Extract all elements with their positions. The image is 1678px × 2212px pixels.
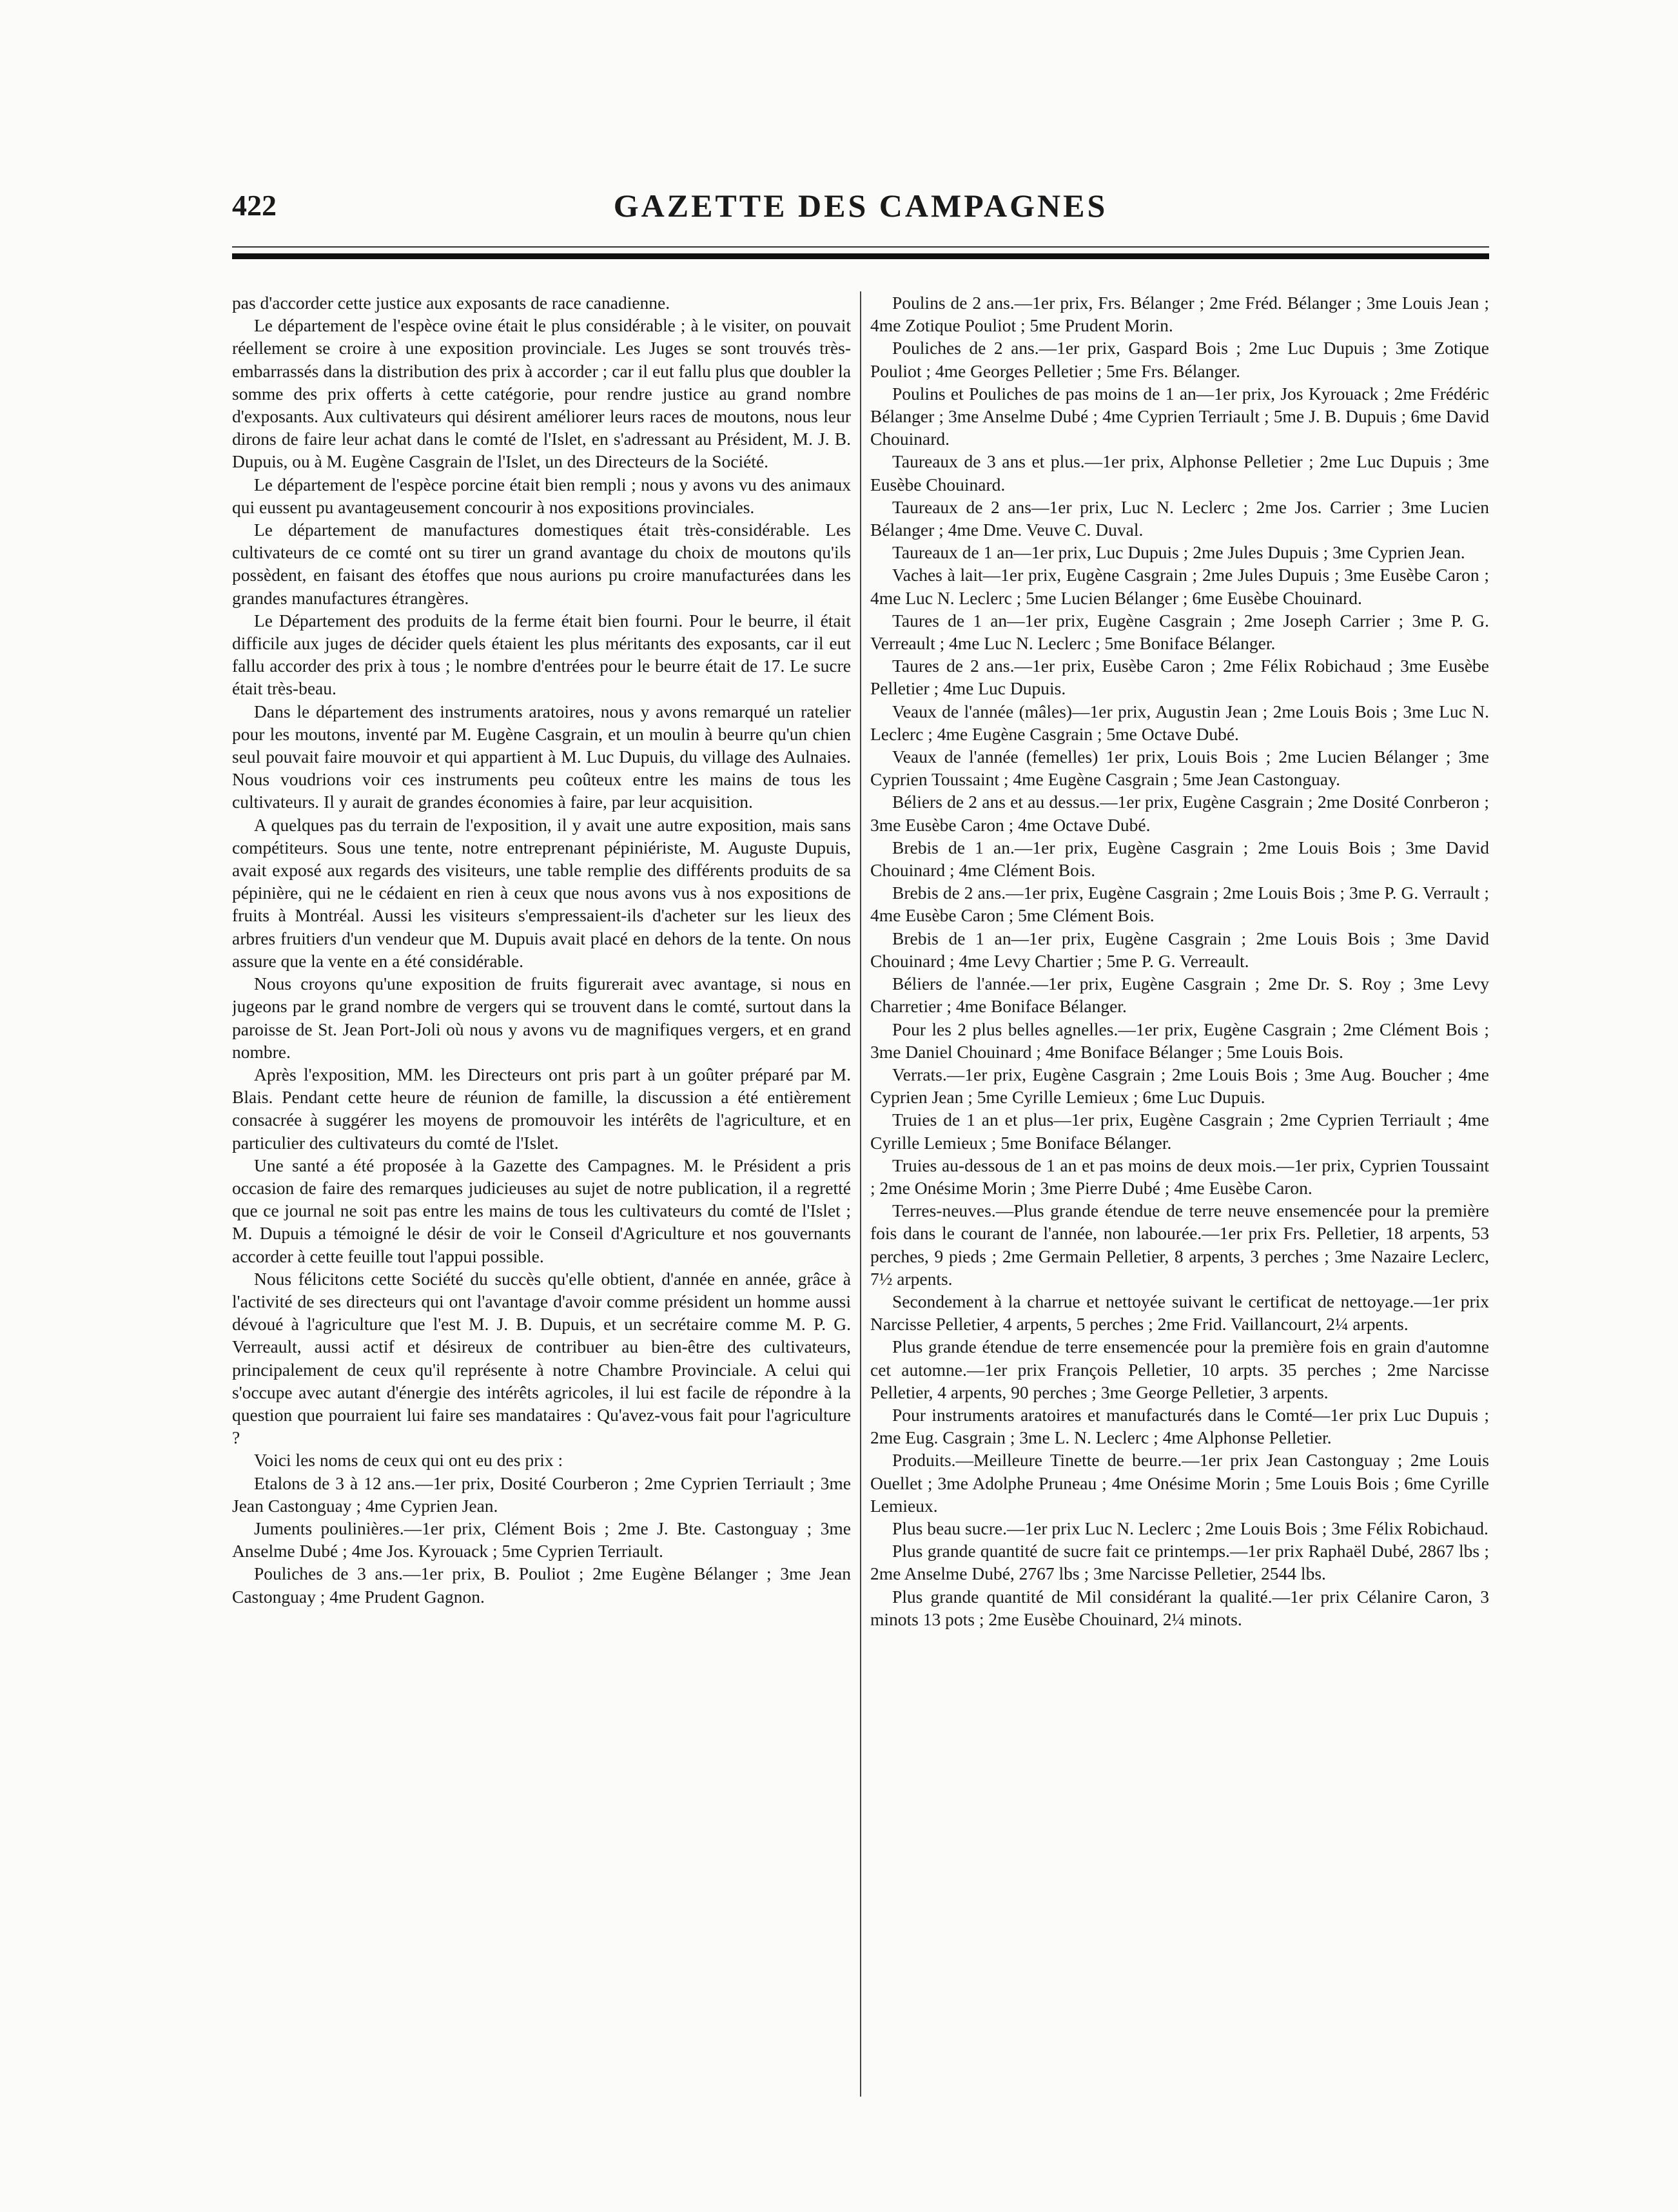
- paragraph: Le département de manufactures domestiques était très-considérable. Les cultivateurs de ce comté ont su tirer un grand avantage du choix de moutons qu'ils possèdent, en faisant des étoffes que nous aurions pu croire manufacturées dans les grandes manufactures étrangères.: [232, 520, 851, 608]
- prize-entry: Taures de 1 an—1er prix, Eugène Casgrain ; 2me Joseph Carrier ; 3me P. G. Verreault ; 4me Luc N. Leclerc ; 5me Boniface Bélanger.: [870, 610, 1489, 654]
- prize-entry: Plus beau sucre.—1er prix Luc N. Leclerc ; 2me Louis Bois ; 3me Félix Robichaud.: [892, 1518, 1488, 1538]
- prize-entry: Brebis de 2 ans.—1er prix, Eugène Casgrain ; 2me Louis Bois ; 3me P. G. Verrault ; 4me Eusèbe Caron ; 5me Clément Bois.: [870, 883, 1489, 926]
- paragraph: A quelques pas du terrain de l'exposition, il y avait une autre exposition, mais sans compétiteurs. Sous une tente, notre entreprenant pépiniériste, M. Auguste Dupuis, avait exposé aux regards des visiteurs, une table remplie des différents produits de sa pépinière, qui ne le cédaient en rien à ceux que nous avons vus à nos expositions de fruits à Montréal. Aussi les visiteurs s'empressaient-ils d'acheter sur les lieux des arbres fruitiers d'un vendeur que M. Dupuis avait placé en dehors de la tente. On nous assure que la vente en a été considérable.: [232, 814, 851, 971]
- prize-entry: Pouliches de 2 ans.—1er prix, Gaspard Bois ; 2me Luc Dupuis ; 3me Zotique Pouliot ; 4me Georges Pelletier ; 5me Frs. Bélanger.: [870, 338, 1489, 381]
- prize-entry: Pour les 2 plus belles agnelles.—1er prix, Eugène Casgrain ; 2me Clément Bois ; 3me Daniel Chouinard ; 4me Boniface Bélanger ; 5me Louis Bois.: [870, 1019, 1489, 1062]
- prize-entry: Secondement à la charrue et nettoyée suivant le certificat de nettoyage.—1er prix Narcisse Pelletier, 4 arpents, 5 perches ; 2me Frid. Vaillancourt, 2¼ arpents.: [870, 1291, 1489, 1335]
- paragraph: Le département de l'espèce ovine était le plus considérable ; à le visiter, on pouvait réellement se croire à une exposition provinciale. Les Juges se sont trouvés très-embarrassés dans la distribution des prix à accorder ; car il eut fallu plus que doubler la somme des prix offerts à cette catégorie, pour rendre justice au grand nombre d'exposants. Aux cultivateurs qui désirent améliorer leurs races de moutons, nous leur dirons de faire leur achat dans le comté de l'Islet, en s'adressant au Président, M. J. B. Dupuis, ou à M. Eugène Casgrain de l'Islet, un des Directeurs de la Société.: [232, 315, 851, 472]
- prize-entry: Béliers de l'année.—1er prix, Eugène Casgrain ; 2me Dr. S. Roy ; 3me Levy Charretier ; 4me Boniface Bélanger.: [870, 974, 1489, 1017]
- prize-entry: Veaux de l'année (mâles)—1er prix, Augustin Jean ; 2me Louis Bois ; 3me Luc N. Leclerc ; 4me Eugène Casgrain ; 5me Octave Dubé.: [870, 701, 1489, 744]
- left-column: [232, 291, 851, 2155]
- prize-entry: Taures de 2 ans.—1er prix, Eusèbe Caron ; 2me Félix Robichaud ; 3me Eusèbe Pelletier ; 4me Luc Dupuis.: [870, 656, 1489, 699]
- paragraph: Le département de l'espèce porcine était bien rempli ; nous y avons vu des animaux qui eussent pu avantageusement concourir à nos expositions provinciales.: [232, 474, 851, 517]
- prize-entry: Taureaux de 1 an—1er prix, Luc Dupuis ; 2me Jules Dupuis ; 3me Cyprien Jean.: [892, 542, 1465, 563]
- prize-entry: Taureaux de 3 ans et plus.—1er prix, Alphonse Pelletier ; 2me Luc Dupuis ; 3me Eusèbe Chouinard.: [870, 451, 1489, 494]
- prize-entry: Plus grande quantité de Mil considérant la qualité.—1er prix Célanire Caron, 3 minots 13 pots ; 2me Eusèbe Chouinard, 2¼ minots.: [870, 1586, 1489, 1629]
- page-header: [232, 182, 1489, 233]
- prize-entry: Veaux de l'année (femelles) 1er prix, Louis Bois ; 2me Lucien Bélanger ; 3me Cyprien Toussaint ; 4me Eugène Casgrain ; 5me Jean Castonguay.: [870, 747, 1489, 790]
- paragraph: Après l'exposition, MM. les Directeurs ont pris part à un goûter préparé par M. Blais. Pendant cette heure de réunion de famille, la discussion a été entièrement consacrée à suggérer les moyens de promouvoir les intérêts de l'agriculture, et en particulier des cultivateurs du comté de l'Islet.: [232, 1064, 851, 1153]
- prize-entry: Poulins de 2 ans.—1er prix, Frs. Bélanger ; 2me Fréd. Bélanger ; 3me Louis Jean ; 4me Zotique Pouliot ; 5me Prudent Morin.: [870, 293, 1489, 336]
- paragraph: Nous croyons qu'une exposition de fruits figurerait avec avantage, si nous en jugeons par le grand nombre de vergers qui se trouvent dans le comté, surtout dans la paroisse de St. Jean Port-Joli où nous y avons vu de magnifiques vergers, et en grand nombre.: [232, 974, 851, 1062]
- prize-entry: Béliers de 2 ans et au dessus.—1er prix, Eugène Casgrain ; 2me Dosité Conrberon ; 3me Eusèbe Caron ; 4me Octave Dubé.: [870, 792, 1489, 835]
- prize-entry: Verrats.—1er prix, Eugène Casgrain ; 2me Louis Bois ; 3me Aug. Boucher ; 4me Cyprien Jean ; 5me Cyrille Lemieux ; 6me Luc Dupuis.: [870, 1064, 1489, 1108]
- paragraph: Voici les noms de ceux qui ont eu des prix :: [254, 1450, 563, 1471]
- prize-entry: Terres-neuves.—Plus grande étendue de terre neuve ensemencée pour la première fois dans le courant de l'année, non labourée.—1er prix Frs. Pelletier, 18 arpents, 53 perches, 9 pieds ; 2me Germain Pelletier, 8 arpents, 3 perches ; 3me Nazaire Leclerc, 7½ arpents.: [870, 1200, 1489, 1289]
- prize-entry: Juments poulinières.—1er prix, Clément Bois ; 2me J. Bte. Castonguay ; 3me Anselme Dubé ; 4me Jos. Kyrouack ; 5me Cyprien Terriault.: [232, 1518, 851, 1561]
- right-column: [870, 291, 1489, 2155]
- paragraph: Le Département des produits de la ferme était bien fourni. Pour le beurre, il était difficile aux juges de décider quels étaient les plus méritants des exposants, car il eut fallu accorder des prix à tous ; le nombre d'entrées pour le beurre était de 17. Le sucre était très-beau.: [232, 610, 851, 699]
- paragraph: Nous félicitons cette Société du succès qu'elle obtient, d'année en année, grâce à l'activité de ses directeurs qui ont l'avantage d'avoir comme président un homme aussi dévoué à l'agriculture que l'est M. J. B. Dupuis, et un secrétaire comme M. P. G. Verreault, aussi actif et désireux de contribuer au bien-être des cultivateurs, principalement de ceux qu'il représente à notre Chambre Provinciale. A celui qui s'occupe avec autant d'énergie des intérêts agricoles, il lui est facile de répondre à la question que pourraient lui faire ses mandataires : Qu'avez-vous fait pour l'agriculture ?: [232, 1268, 851, 1448]
- paragraph: Une santé a été proposée à la Gazette des Campagnes. M. le Président a pris occasion de faire des remarques judicieuses au sujet de notre publication, il a regretté que ce journal ne soit pas entre les mains de tous les cultivateurs du comté de l'Islet ; M. Dupuis a témoigné le désir de voir le Conseil d'Agriculture et nos gouvernants accorder à cette feuille tout l'appui possible.: [232, 1155, 851, 1266]
- prize-entry: Pouliches de 3 ans.—1er prix, B. Pouliot ; 2me Eugène Bélanger ; 3me Jean Castonguay ; 4me Prudent Gagnon.: [232, 1563, 851, 1607]
- prize-entry: Vaches à lait—1er prix, Eugène Casgrain ; 2me Jules Dupuis ; 3me Eusèbe Caron ; 4me Luc N. Leclerc ; 5me Lucien Bélanger ; 6me Eusèbe Chouinard.: [870, 565, 1489, 608]
- prize-entry: Taureaux de 2 ans—1er prix, Luc N. Leclerc ; 2me Jos. Carrier ; 3me Lucien Bélanger ; 4me Dme. Veuve C. Duval.: [870, 496, 1489, 540]
- prize-entry: Brebis de 1 an.—1er prix, Eugène Casgrain ; 2me Louis Bois ; 3me David Chouinard ; 4me Clément Bois.: [870, 837, 1489, 881]
- prize-entry: Pour instruments aratoires et manufacturés dans le Comté—1er prix Luc Dupuis ; 2me Eug. Casgrain ; 3me L. N. Leclerc ; 4me Alphonse Pelletier.: [870, 1404, 1489, 1448]
- paragraph: pas d'accorder cette justice aux exposants de race canadienne.: [232, 293, 670, 313]
- prize-entry: Truies de 1 an et plus—1er prix, Eugène Casgrain ; 2me Cyprien Terriault ; 4me Cyrille Lemieux ; 5me Boniface Bélanger.: [870, 1110, 1489, 1153]
- header-rule-thick: [232, 253, 1489, 259]
- prize-entry: Brebis de 1 an—1er prix, Eugène Casgrain ; 2me Louis Bois ; 3me David Chouinard ; 4me Levy Chartier ; 5me P. G. Verreault.: [870, 928, 1489, 971]
- page-number: 422: [232, 189, 277, 222]
- column-divider: [860, 291, 861, 2097]
- prize-entry: Poulins et Pouliches de pas moins de 1 an—1er prix, Jos Kyrouack ; 2me Frédéric Bélanger ; 3me Anselme Dubé ; 4me Cyprien Terriault ; 5me J. B. Dupuis ; 6me David Chouinard.: [870, 383, 1489, 449]
- prize-entry: Plus grande étendue de terre ensemencée pour la première fois en grain d'automne cet automne.—1er prix François Pelletier, 10 arpts. 35 perches ; 2me Narcisse Pelletier, 4 arpents, 90 perches ; 3me George Pelletier, 3 arpents.: [870, 1336, 1489, 1402]
- running-title: GAZETTE DES CAMPAGNES: [613, 188, 1108, 224]
- prize-entry: Produits.—Meilleure Tinette de beurre.—1er prix Jean Castonguay ; 2me Louis Ouellet ; 3me Adolphe Pruneau ; 4me Onésime Morin ; 5me Louis Bois ; 6me Cyrille Lemieux.: [870, 1450, 1489, 1516]
- prize-entry: Truies au-dessous de 1 an et pas moins de deux mois.—1er prix, Cyprien Toussaint ; 2me Onésime Morin ; 3me Pierre Dubé ; 4me Eusèbe Caron.: [870, 1155, 1489, 1198]
- prize-entry: Plus grande quantité de sucre fait ce printemps.—1er prix Raphaël Dubé, 2867 lbs ; 2me Anselme Dubé, 2767 lbs ; 3me Narcisse Pelletier, 2544 lbs.: [870, 1541, 1489, 1584]
- prize-entry: Etalons de 3 à 12 ans.—1er prix, Dosité Courberon ; 2me Cyprien Terriault ; 3me Jean Castonguay ; 4me Cyprien Jean.: [232, 1473, 851, 1516]
- paragraph: Dans le département des instruments aratoires, nous y avons remarqué un ratelier pour les moutons, inventé par M. Eugène Casgrain, et un moulin à beurre qu'un chien seul pouvait faire mouvoir et qui appartient à M. Luc Dupuis, du village des Aulnaies. Nous voudrions voir ces instruments peu coûteux entre les mains de tous les cultivateurs. Il y aurait de grandes économies à faire, par leur acquisition.: [232, 701, 851, 812]
- header-rule-thin: [232, 246, 1489, 248]
